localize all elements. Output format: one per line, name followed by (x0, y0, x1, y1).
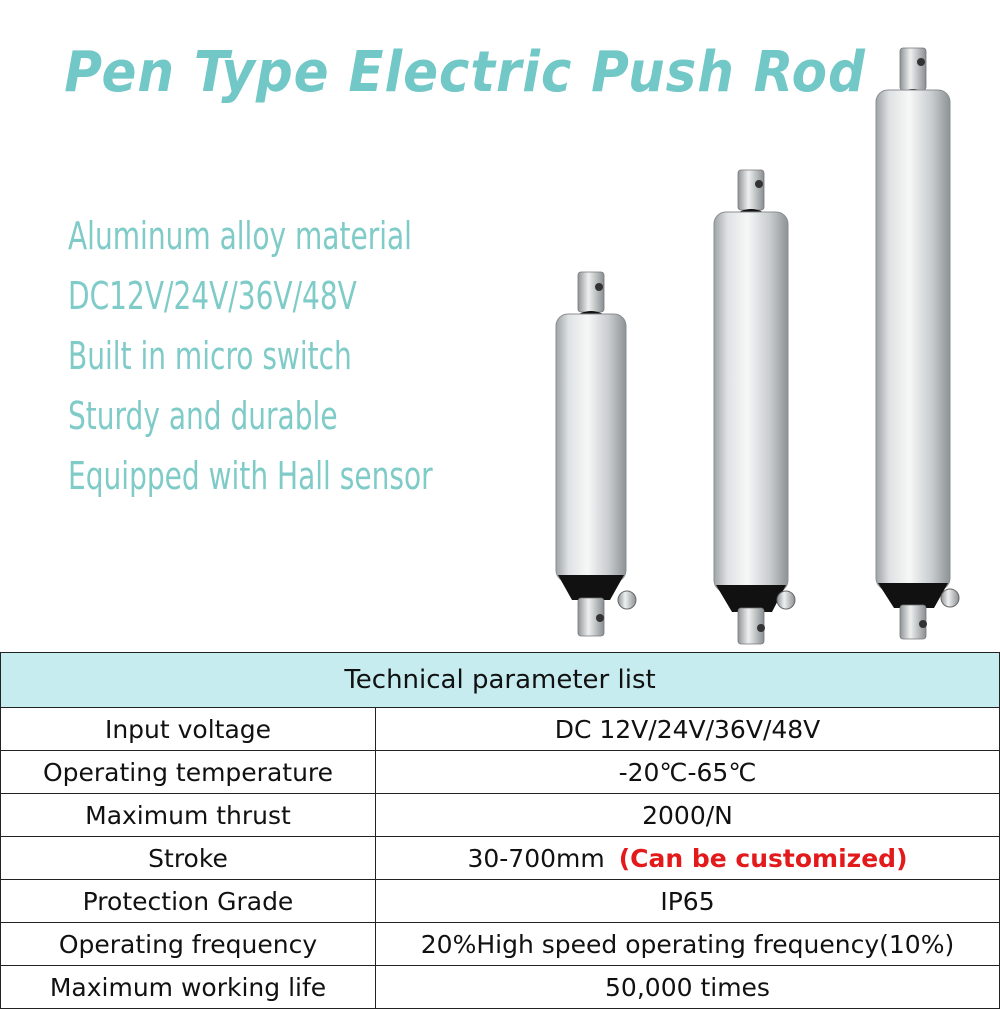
feature-item: DC12V/24V/36V/48V (68, 274, 357, 318)
feature-list (68, 206, 513, 506)
feature-item: Aluminum alloy material (68, 214, 412, 258)
table-row (1, 794, 1000, 837)
table-header: Technical parameter list (1, 653, 1000, 708)
row-label: Maximum working life (1, 966, 376, 1009)
row-label: Maximum thrust (1, 794, 376, 837)
row-label: Stroke (1, 837, 376, 880)
row-label: Protection Grade (1, 880, 376, 923)
push-rod-product-image (540, 40, 1000, 650)
row-value: 30-700mm (467, 843, 605, 873)
row-value: 2000/N (376, 794, 1000, 837)
table-row (1, 708, 1000, 751)
row-label: Operating frequency (1, 923, 376, 966)
row-value-with-note (376, 837, 1000, 880)
table-row (1, 966, 1000, 1009)
table-row (1, 751, 1000, 794)
push-rod-short (556, 272, 636, 636)
row-value: 50,000 times (376, 966, 1000, 1009)
table-row (1, 880, 1000, 923)
row-label: Operating temperature (1, 751, 376, 794)
table-row (1, 923, 1000, 966)
feature-item: Sturdy and durable (68, 394, 338, 438)
technical-parameter-table (0, 652, 1000, 1009)
push-rod-medium (714, 170, 795, 644)
row-value: 20%High speed operating frequency(10%) (376, 923, 1000, 966)
table-row (1, 837, 1000, 880)
row-value: -20℃-65℃ (376, 751, 1000, 794)
feature-item: Equipped with Hall sensor (68, 454, 433, 498)
feature-item: Built in micro switch (68, 334, 352, 378)
push-rod-long (876, 48, 959, 639)
table-header-row (1, 653, 1000, 708)
customization-note: (Can be customized) (618, 843, 908, 873)
row-value: DC 12V/24V/36V/48V (376, 708, 1000, 751)
page-title: Pen Type Electric Push Rod (64, 40, 866, 105)
row-label: Input voltage (1, 708, 376, 751)
row-value: IP65 (376, 880, 1000, 923)
